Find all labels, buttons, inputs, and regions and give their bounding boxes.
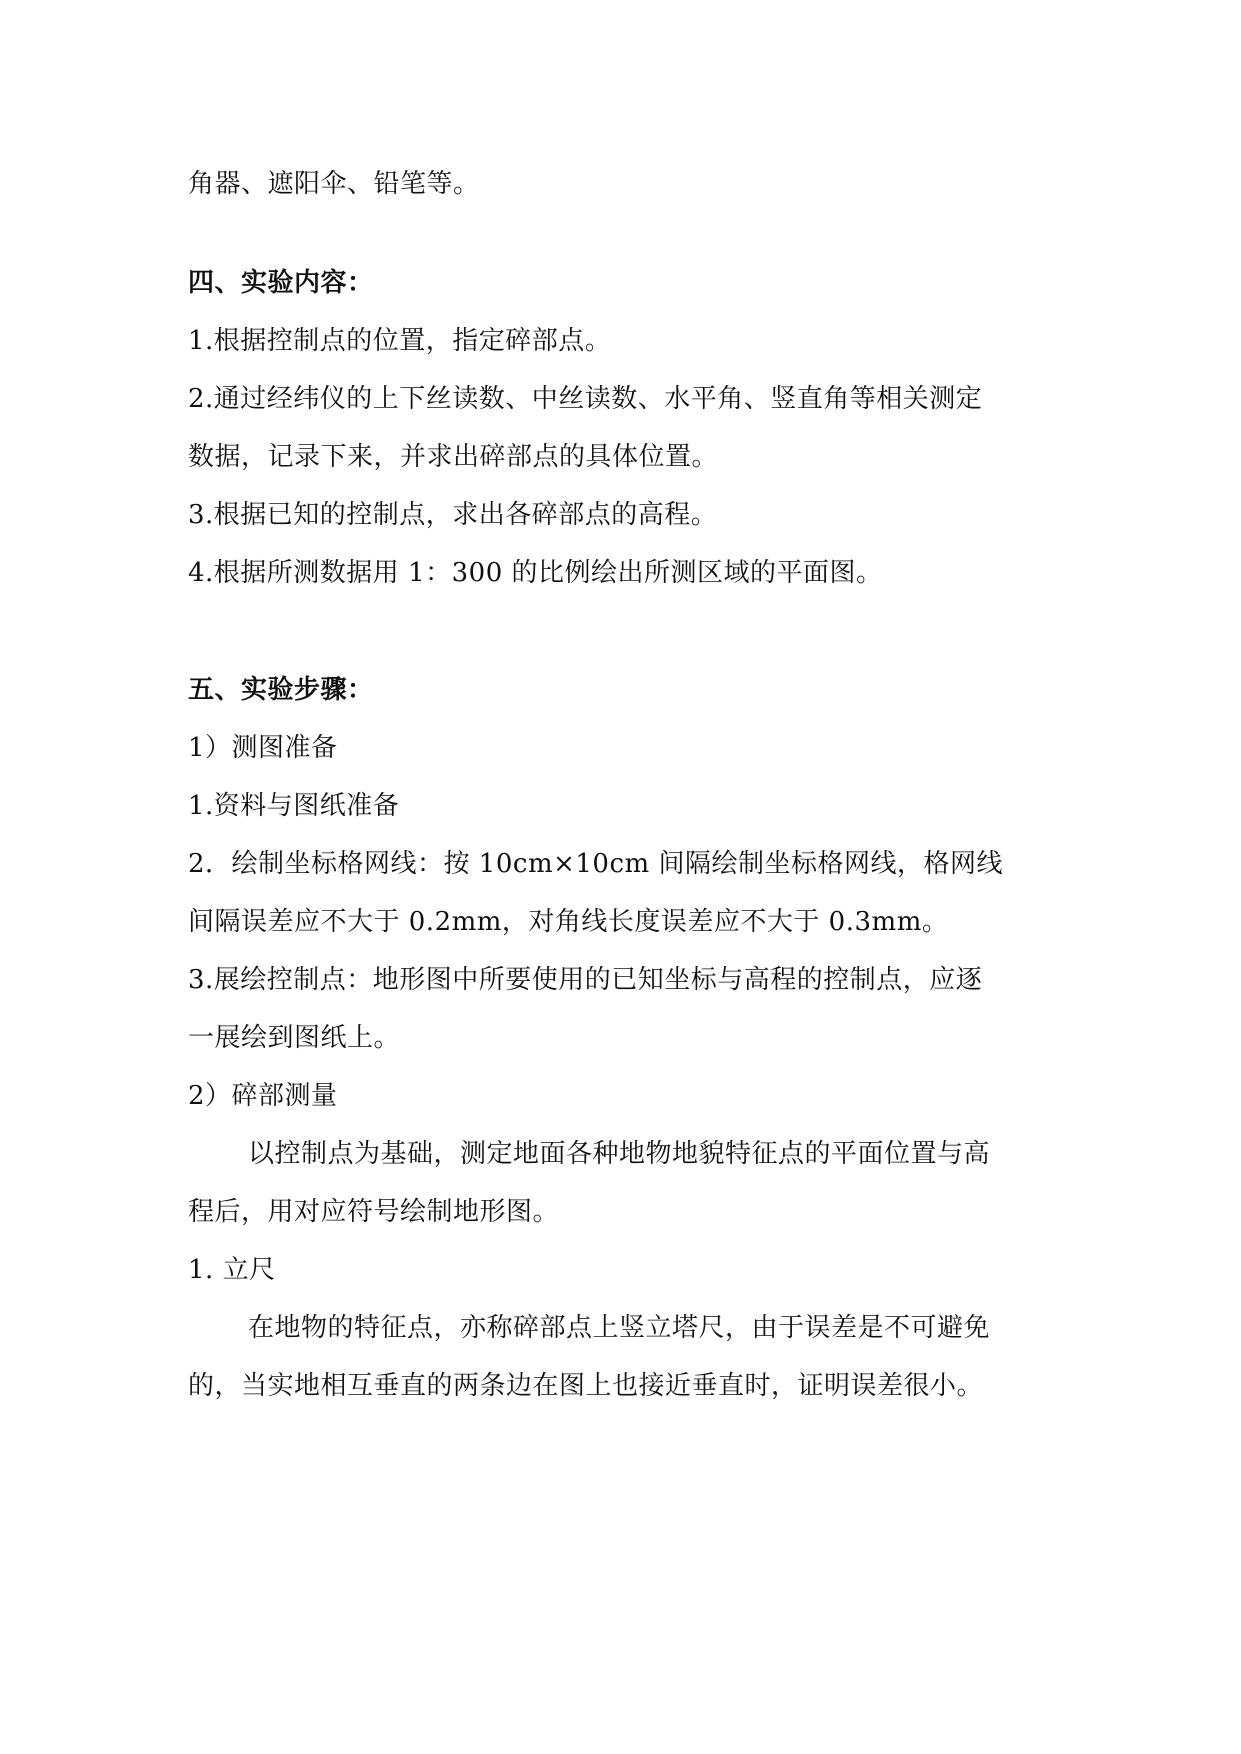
step-item-stand-rod: 1. 立尺 [188, 1255, 276, 1285]
subsection-heading-preparation: 1）测图准备 [188, 733, 338, 763]
step-item-3-continued: 一展绘到图纸上。 [188, 1023, 401, 1053]
paragraph-line: 的，当实地相互垂直的两条边在图上也接近垂直时，证明误差很小。 [188, 1371, 984, 1401]
subsection-heading-detail-survey: 2）碎部测量 [188, 1081, 338, 1111]
section-heading-experiment-content: 四、实验内容： [188, 268, 374, 298]
list-item-3: 3.根据已知的控制点，求出各碎部点的高程。 [188, 500, 718, 530]
paragraph-line: 在地物的特征点，亦称碎部点上竖立塔尺，由于误差是不可避免 [248, 1313, 991, 1343]
step-item-2-continued: 间隔误差应不大于 0.2mm，对角线长度误差应不大于 0.3mm。 [188, 907, 949, 937]
step-item-2: 2．绘制坐标格网线：按 10cm×10cm 间隔绘制坐标格网线，格网线 [188, 849, 1003, 879]
step-item-3: 3.展绘控制点：地形图中所要使用的已知坐标与高程的控制点，应逐 [188, 965, 983, 995]
paragraph-line: 角器、遮阳伞、铅笔等。 [188, 169, 480, 199]
paragraph-line: 以控制点为基础，测定地面各种地物地貌特征点的平面位置与高 [248, 1139, 991, 1169]
step-item-1: 1.资料与图纸准备 [188, 791, 400, 821]
paragraph-line: 程后，用对应符号绘制地形图。 [188, 1197, 560, 1227]
list-item-2-continued: 数据，记录下来，并求出碎部点的具体位置。 [188, 442, 719, 472]
list-item-4: 4.根据所测数据用 1：300 的比例绘出所测区域的平面图。 [188, 558, 883, 588]
list-item-1: 1.根据控制点的位置，指定碎部点。 [188, 326, 612, 356]
section-heading-experiment-steps: 五、实验步骤： [188, 675, 374, 705]
list-item-2: 2.通过经纬仪的上下丝读数、中丝读数、水平角、竖直角等相关测定 [188, 384, 983, 414]
